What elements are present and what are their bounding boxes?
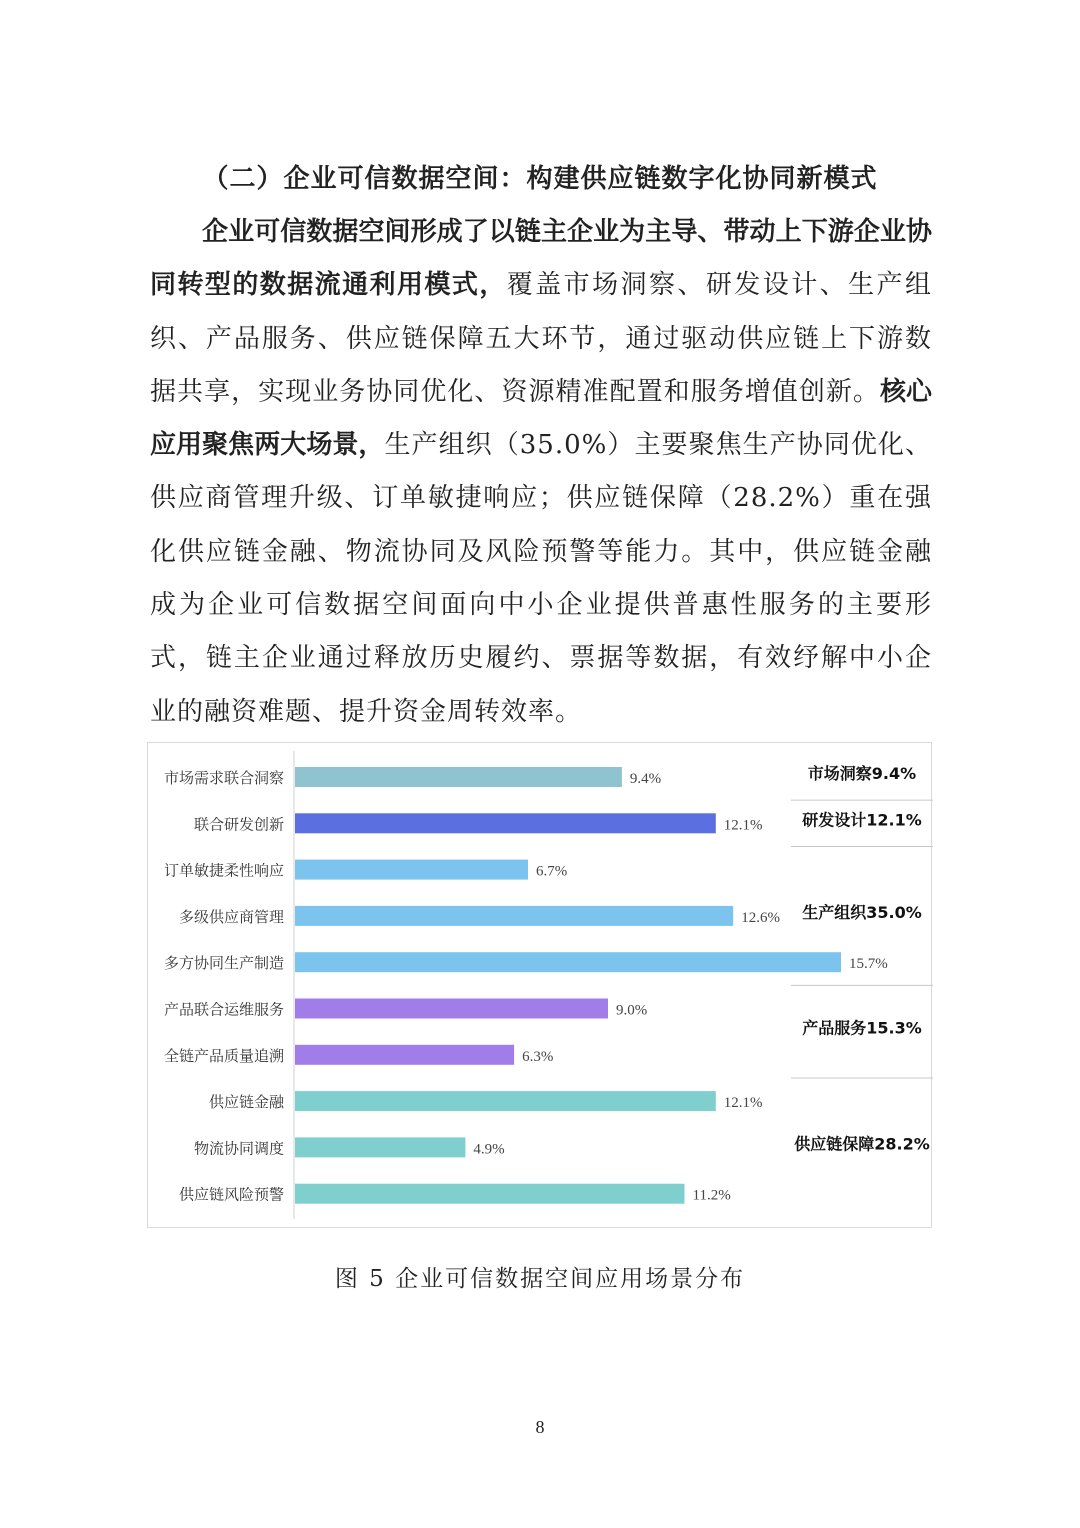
category-label: 市场需求联合洞察 xyxy=(163,769,284,787)
value-label: 6.7% xyxy=(536,863,568,880)
category-label: 物流协同调度 xyxy=(193,1139,284,1158)
page-number: 8 xyxy=(535,1417,545,1437)
bar xyxy=(295,1045,514,1065)
bar xyxy=(295,1091,716,1111)
bar xyxy=(295,860,528,880)
value-label: 15.7% xyxy=(849,956,888,973)
bar xyxy=(295,1137,465,1157)
category-label: 多方协同生产制造 xyxy=(163,954,284,973)
group-label: 供应链保障28.2% xyxy=(794,1134,930,1154)
bar xyxy=(295,767,622,787)
bar xyxy=(295,999,608,1019)
group-label: 市场洞察9.4% xyxy=(807,764,917,783)
category-label: 多级供应商管理 xyxy=(178,907,284,926)
value-label: 6.3% xyxy=(522,1048,554,1065)
body-paragraph xyxy=(150,206,932,739)
paragraph-text-2: 生产组织（35.0%）主要聚焦生产协同优化、供应商管理升级、订单敏捷响应；供应链保障（28.2%）重在强化供应链金融、物流协同及风险预警等能力。其中，供应链金融成为企业可信数据空间面向中小企业提供普惠性服务的主要形式，链主企业通过释放历史履约、票据等数据，有效纾解中小企业的融资难题、提升资金周转效率。 xyxy=(150,430,932,727)
group-label: 生产组织35.0% xyxy=(802,902,922,922)
category-label: 全链产品质量追溯 xyxy=(163,1046,284,1065)
category-label: 联合研发创新 xyxy=(193,815,284,834)
value-label: 4.9% xyxy=(473,1141,505,1158)
category-label: 供应链风险预警 xyxy=(178,1185,284,1204)
value-label: 12.1% xyxy=(723,1095,763,1112)
value-label: 12.1% xyxy=(723,817,763,834)
bar xyxy=(295,813,716,833)
group-label: 产品服务15.3% xyxy=(802,1018,922,1038)
value-label: 9.0% xyxy=(615,1002,648,1019)
paragraph-text-1: 覆盖市场洞察、研发设计、生产组织、产品服务、供应链保障五大环节，通过驱动供应链上下游数据共享，实现业务协同优化、资源精准配置和服务增值创新。 xyxy=(150,270,932,407)
figure-caption: 图 5 企业可信数据空间应用场景分布 xyxy=(334,1266,746,1292)
section-heading: （二）企业可信数据空间：构建供应链数字化协同新模式 xyxy=(202,164,878,194)
bar xyxy=(295,1184,685,1204)
paragraph-bold-lead: 企业可信数据空间形成了以链主企业为主导、带动上下游企业协同转型的数据流通利用模式， xyxy=(150,217,932,301)
category-label: 供应链金融 xyxy=(208,1093,284,1112)
scenario-bar-chart xyxy=(147,742,932,1228)
category-label: 订单敏捷柔性响应 xyxy=(163,861,284,880)
chart-svg xyxy=(148,743,933,1229)
group-label: 研发设计12.1% xyxy=(802,810,922,830)
value-label: 11.2% xyxy=(692,1187,731,1204)
category-label: 产品联合运维服务 xyxy=(163,1000,284,1019)
value-label: 12.6% xyxy=(741,909,780,926)
bar xyxy=(295,952,841,972)
paragraph-bold-key: 核心应用聚焦两大场景， xyxy=(150,376,932,461)
value-label: 9.4% xyxy=(629,771,662,787)
bar xyxy=(295,906,733,926)
